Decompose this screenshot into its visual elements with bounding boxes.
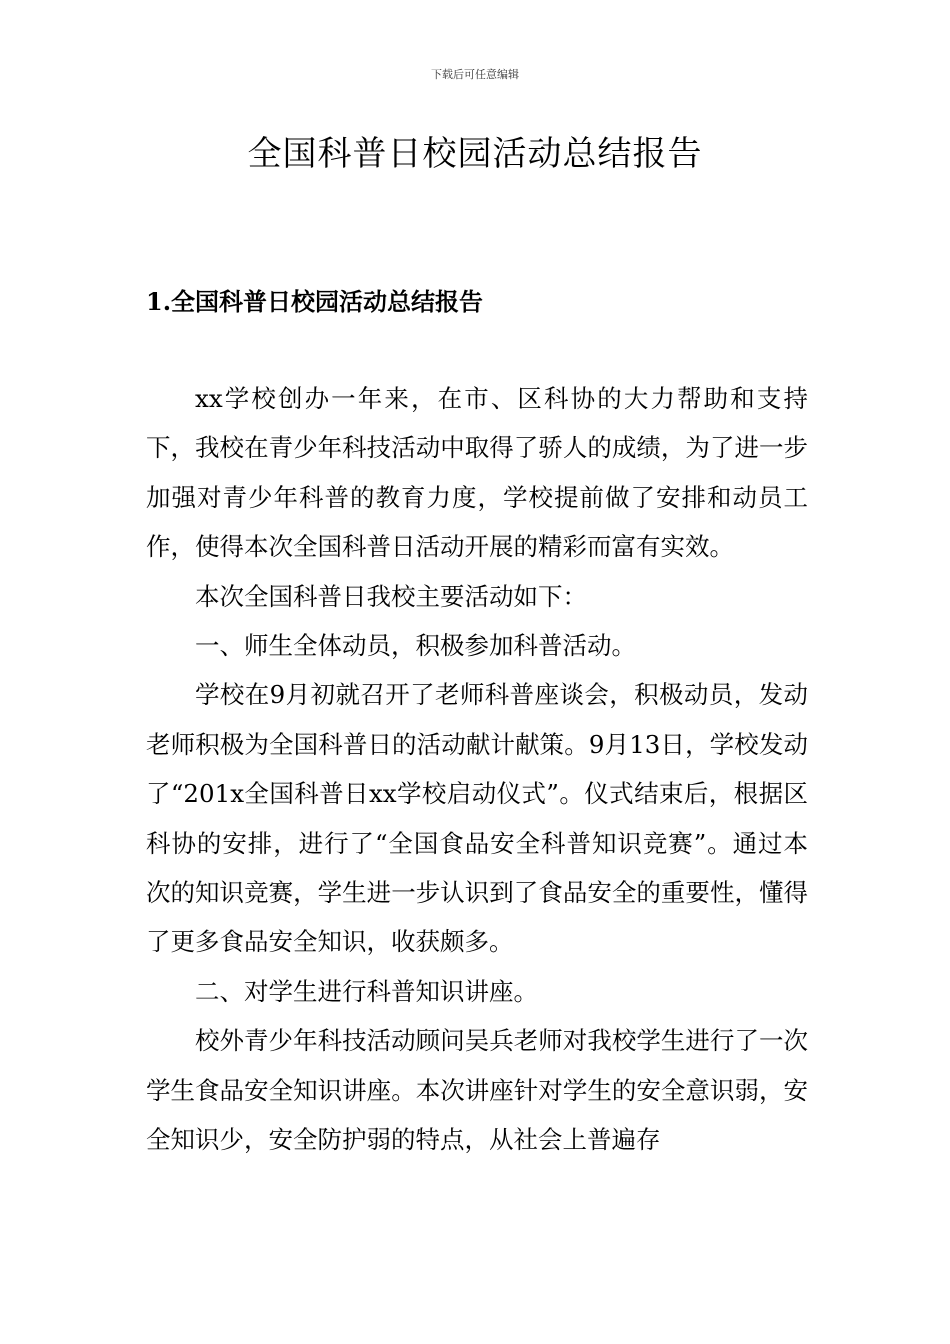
paragraph-intro: xx学校创办一年来，在市、区科协的大力帮助和支持下，我校在青少年科技活动中取得了骄人的成绩，为了进一步加强对青少年科普的教育力度，学校提前做了安排和动员工作，使得本次全国科普日活动开展的精彩而富有实效。 bbox=[146, 384, 808, 562]
header-note: 下载后可任意编辑 bbox=[431, 68, 519, 81]
paragraph-heading-1: 一、师生全体动员，积极参加科普活动。 bbox=[195, 631, 636, 661]
paragraph-activities-lead: 本次全国科普日我校主要活动如下： bbox=[195, 581, 587, 611]
document-body bbox=[146, 374, 808, 1165]
paragraph-activity-1: 学校在9月初就召开了老师科普座谈会，积极动员，发动老师积极为全国科普日的活动献计献策。9月13日，学校发动了“201x全国科普日xx学校启动仪式”。仪式结束后，根据区科协的安排，进行了“全国食品安全科普知识竞赛”。通过本次的知识竞赛，学生进一步认识到了食品安全的重要性，懂得了更多食品安全知识，收获颇多。 bbox=[146, 680, 808, 957]
paragraph-heading-2: 二、对学生进行科普知识讲座。 bbox=[195, 976, 538, 1006]
section-heading: 1.全国科普日校园活动总结报告 bbox=[146, 287, 484, 316]
paragraph-activity-2: 校外青少年科技活动顾问吴兵老师对我校学生进行了一次学生食品安全知识讲座。本次讲座针对学生的安全意识弱，安全知识少，安全防护弱的特点，从社会上普遍存 bbox=[146, 1026, 808, 1155]
document-title: 全国科普日校园活动总结报告 bbox=[247, 134, 703, 174]
